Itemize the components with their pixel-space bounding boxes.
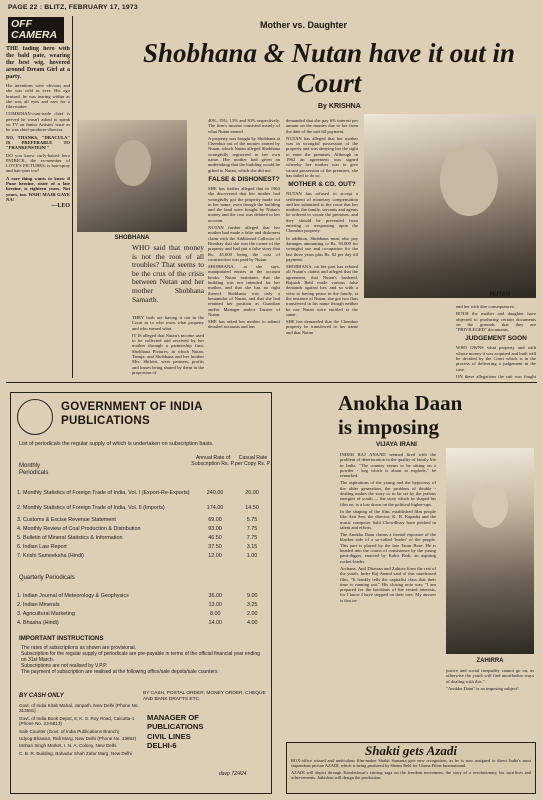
table-row: 3. Customs & Excise Revenue Statement 69.00 5.75 bbox=[17, 516, 258, 523]
gossip-item: His intentions were obvious and she was cold as ever. His ego bruised, he was tearing within as she was all eyes and ears for a film-maker. bbox=[6, 83, 70, 110]
anokha-column-1: INDER RAJ ANAND seemed fired with the problem of deterioration in the quality of family life in India. "The country seems to be sitting on a powder - keg which is about to explode," he remarked. The aspirations of the young and the hypocrisy of the older generation, the problem of double - dealing makes the story so to be set by the jealous energies of youth — the story which he shaped his film on, is a low down on the political higher-ups. In the shaping of the film, established film people like Asit Sen, the director, K. H. Kapadia and the music composer Salil Chowdhury have pitched in talent and efforts. The Anokha Daan claims a frontal exposure of the blacker side of a so-called 'leader' of the people. This part is played by the late Tarun Bose. He is headed into the courts of consistence by the young pant-digger, enacted by Kabir Bedi, an aspiring rocket-leader. Archana, Anil Dhawan and Zahirra form the rest of the youth. Inder Raj Anand said of this unreleased film, "It frankly tells the capitalist class that their time is running out." His closing note was: "I am prepared for the brickbats of the vested interests, for I know I have stepped on their toes. My answer is that in- bbox=[340, 452, 436, 603]
note-item: Subscriptions are not realised by V.P.P. bbox=[21, 663, 108, 669]
gossip-item: COMEDIAN-cum-trade chief is peeved he wasn't asked to speak on TV on Junior Artistes' issue as he was chief-producer-director. bbox=[6, 111, 70, 133]
ad-title-line1: GOVERNMENT OF INDIA bbox=[61, 401, 203, 413]
article-column-2: 40%, 15%, 15% and 30% respectively. The firm's income consisted mainly of what Nutan earned. A property was bought by Shobhana at Chembur out of the monies earned by Nutan, which Nutan alleged Shobhana wrongfully registered in her own name. Her mother had given an undertaking that the building would be gifted to Nutan, which she did not. FALSE & DISHONEST? SHE has further alleged that in 1963 she discovered that her mother had wrongfully got the property made out in her name, even though the building and the land were bought by Nutan's money and the cost was debited to her account. NUTAN further alleged that her mother had made a false and dishonest claim with the Additional Collector of Bombay that she was the owner of the property and had put a false story that Rs. 45,000 being the cost of construction was paid by Nutan. SHOBHANA, as she says, manipulated entries in the account books. Nutan maintains that the building was not intended for her mother, and that she has no right thereof. Shobhana was only a benamidar of Nutan, and that she had retained her position as Guardian and/or Manager and/or Trustee of Nutan. SHE has asked her mother to submit detailed accounts and has bbox=[208, 118, 280, 330]
gossip-item: A rare thing wants to know if Pune heroine, sister of a late heroine, is eighteen years. Not yours, too. WAH! MAJR GAYE NA! bbox=[6, 175, 70, 202]
column-divider bbox=[72, 16, 73, 378]
quarterly-periodicals-table bbox=[15, 591, 269, 627]
depot-item: Sale Counter (Govt. of India Publications Branch) bbox=[19, 728, 120, 734]
table-row: 4. Monthly Review of Coal Production & Distribution 93.00 7.75 bbox=[17, 525, 258, 532]
depot-item: Mohan Singh Market, I. N. A. Colony, New Delhi bbox=[19, 743, 117, 749]
gossip-signoff: —LEO bbox=[51, 203, 70, 210]
article-column-4: end her with dire consequences. BOTH the mother and daughter have objected to producing certain documents on the grounds that they are "PRIVILEGED" documents. JUDGEMENT SOON WHO OWNS what property and with whose money it was acquired and built will be decided by the Court which is in the process of delivering a judgement in the case. ON these allegations the suit was fought bbox=[456, 304, 536, 379]
subhead-mother-co: MOTHER & CO. OUT? bbox=[288, 181, 356, 189]
off-camera-column bbox=[6, 46, 70, 382]
table-row: 7. Krishi Sameeksha (Hindi) 12.00 1.00 bbox=[17, 552, 258, 559]
page-header: PAGE 22 : BLITZ, FEBRUARY 17, 1973 bbox=[8, 4, 138, 11]
note-item: The payment of subscription are realised at the following office/sale depots/sale counters. bbox=[21, 669, 219, 675]
depot-item: Govt. of India Kitab Mahal, Janpath, New Delhi (Phone No. 313581) bbox=[19, 703, 139, 714]
article-byline: By KRISHNA bbox=[318, 103, 361, 110]
ad-intro: List of periodicals the regular supply of which is undertaken on subscription basis. bbox=[19, 441, 214, 447]
depot-item: Udyog Bhawan, Rafi Marg, New Delhi (Phone No. 33882) bbox=[19, 736, 137, 742]
photo-caption-shobhana: SHOBHANA bbox=[114, 235, 150, 241]
table-row: 6. Indian Law Report 37.50 3.15 bbox=[17, 543, 258, 550]
photo-caption-nutan: NUTAN bbox=[489, 292, 511, 298]
col-head-casual: Casual Rate per Copy Rs. P. bbox=[235, 455, 271, 467]
section-divider bbox=[6, 382, 537, 383]
emblem-icon bbox=[17, 399, 53, 435]
notes-head: IMPORTANT INSTRUCTIONS bbox=[19, 635, 104, 642]
article-column-1: THEY both are having it out in the Court as to who owns what property and who earned what. IT IS alleged that Nutan's income used to be collected and received by her mother through a partnership firm, Shobhana Pictures, in which Nutan, Tanuja, and Shobhana and her brother Mrs. Shilotri, were partners, profits and losses being shared by them in the proportion of bbox=[132, 315, 204, 375]
off-camera-logo: OFF CAMERA bbox=[8, 17, 64, 43]
notes-list bbox=[21, 645, 265, 675]
shakti-headline: Shakti gets Azadi bbox=[365, 743, 457, 758]
gossip-item: NO, THANKS, "DRACULA" IS PREFERABLE TO "FRANKENSTEIN!" bbox=[6, 134, 70, 151]
note-item: The rates of subscriptions as shown are provisional. bbox=[21, 645, 137, 651]
portrait-shape bbox=[472, 484, 508, 528]
gossip-item: THE fading hero with the bald pate, wearing the best wig, hovered around Dream Girl at a party. bbox=[6, 46, 70, 80]
anokha-byline: VIJAYA IRANI bbox=[376, 441, 417, 448]
cash-other: BY CASH, POSTAL ORDER, MONEY ORDER, CHEQUE AND BANK DRAFTS ETC. bbox=[143, 691, 266, 702]
col-head-name: Monthly Periodicals bbox=[19, 463, 49, 476]
zahirra-photo bbox=[446, 448, 534, 654]
shakti-box bbox=[286, 742, 536, 794]
note-item: Subscription for the regular supply of periodicals are pre-payable in terms of the official financial year ending on 31st March. bbox=[21, 651, 260, 663]
ad-code: davp 72/424 bbox=[219, 771, 247, 777]
article-intro: WHO said that money is not the root of all troubles? That seems to be the crux of the crisis between Nutan and her mother Shobhana Samarth. bbox=[132, 243, 204, 304]
subhead-judgement-soon: JUDGEMENT SOON bbox=[465, 335, 527, 343]
depot-list bbox=[19, 703, 139, 756]
table-row: 5. Bulletin of Mineral Statistics & Information 46.50 7.75 bbox=[17, 534, 258, 541]
table-row: 2. Indian Minerals 13.00 3.25 bbox=[17, 601, 258, 608]
table-row: 3. Agricultural Marketing 8.00 2.00 bbox=[17, 610, 258, 617]
monthly-periodicals-table bbox=[15, 485, 269, 560]
article-headline: Shobhana & Nutan have it out in Court bbox=[142, 38, 516, 98]
cash-head: BY CASH ONLY bbox=[19, 693, 64, 699]
anokha-headline-2: is imposing bbox=[338, 415, 439, 439]
article-kicker: Mother vs. Daughter bbox=[260, 20, 348, 30]
government-publications-ad bbox=[10, 392, 272, 794]
depot-item: C. B. R. Building, Bahadur Shah Zafar Marg, New Delhi bbox=[19, 750, 132, 756]
table-row: 4. Bhasha (Hindi) 14.00 4.00 bbox=[17, 619, 258, 626]
col-head-annual: Annual Rate of Subscription Rs. P. bbox=[191, 455, 235, 467]
subhead-false-dishonest: FALSE & DISHONEST? bbox=[208, 175, 280, 183]
portrait-shape bbox=[115, 140, 151, 186]
ad-title-line2: PUBLICATIONS bbox=[61, 415, 150, 427]
table-row: 1. Indian Journal of Meteorology & Geophysics 36.00 9.00 bbox=[17, 592, 258, 599]
shobhana-photo bbox=[77, 120, 187, 232]
gossip-item: DO you know curly-haired hero PATRICK, the ex-member of LOVE'S PICTURES, is hair-spray and hair-pins too? bbox=[6, 152, 70, 174]
portrait-shape bbox=[440, 144, 498, 216]
article-column-3: demanded that she pay 6% interest per annum on the monies due to her from the date of the suit till payment. NUTAN has alleged that her mother was in wrongful possession of the property and was denying her the right to enter the premises. Although in 1962 an agreement was signed whereby her mother was to give vacant possession of the premises, she has failed to do so. MOTHER & CO. OUT? NUTAN has refused to accept a settlement of monetary compensation and her submitted to the court that her mother, the family, servants and agents be ordered to vacate the premises, and they should be prevented from entering or trespassing upon the Chembur property. In addition, Shobhana must also pay damages amounting to Rs. 50,000 for wrongful use and occupation for the last three years plus Rs. 82 per day till payment. SHOBHANA, on her part has refuted all Nutan's claims and alleged that the agreement, that Nutan's husband, Rajnish Behl made various false demands against her, and so with a view to having peace in the family, at the instance of Nutan, she got two flats transferred in his name though neither he nor Nutan were entitled to the same. SHE has demanded that the Chembur property be transferred to her name and that Nutan bbox=[286, 118, 358, 335]
quarterly-head: Quarterly Periodicals bbox=[19, 575, 75, 581]
shakti-body: BOX-office wizard and meticulous film-maker Shakti Samanta gets new recognition, as he is now assigned to direct India's most stupendous picture AZADI, which is being produced by Shams Rehl for Ulama Films International. AZADI will depict through Kamleshwar's stirring saga on the freedom movement, the story of a revolutionary, his sacrifices and achievements. Jaikishan will design the production. bbox=[291, 758, 531, 780]
nutan-photo bbox=[364, 114, 536, 298]
depot-item: Govt. of India Book Depot, 8, K. S. Roy Road, Calcutta-1 (Phone No. 23-5813) bbox=[19, 715, 135, 727]
manager-block: MANAGER OF PUBLICATIONS CIVIL LINES DELHI-6 bbox=[147, 713, 204, 751]
table-row: 2. Monthly Statistics of Foreign Trade of India, Vol. II (Imports) 174.00 14.50 bbox=[17, 504, 259, 511]
table-row: 1. Monthly Statistics of Foreign Trade of India, Vol. I (Export-Re-Exports) 240.00 20.00 bbox=[17, 489, 259, 496]
photo-caption-zahirra: ZAHIRRA bbox=[476, 658, 504, 664]
anokha-headline-1: Anokha Daan bbox=[338, 391, 463, 415]
anokha-column-2: justice and social inequality cannot go on, as otherwise the youth will find unorthodox ways of dealing with this." "Anokha Daan" is an imposing subject! bbox=[446, 668, 534, 691]
